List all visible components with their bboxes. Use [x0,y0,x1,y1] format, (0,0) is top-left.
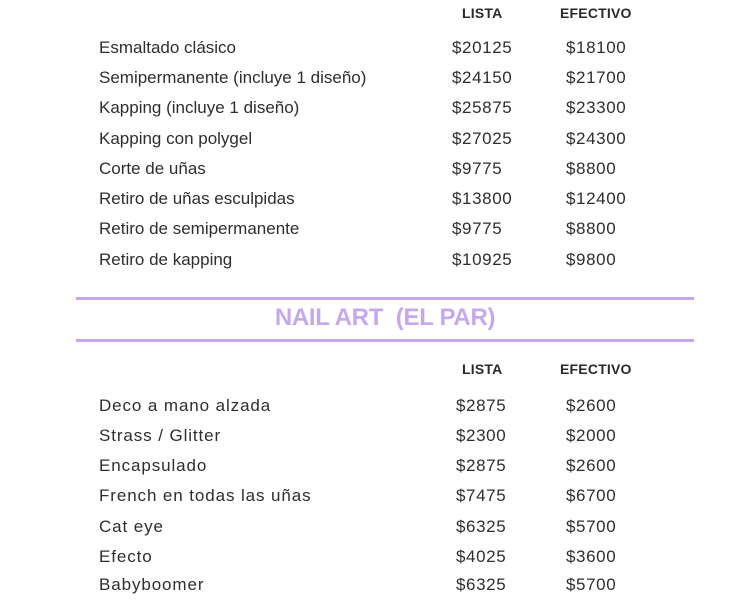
column-header-lista: LISTA [462,361,503,377]
price-lista: $20125 [452,38,513,57]
table-row [0,214,750,244]
price-efectivo: $8800 [566,159,617,178]
service-name: Cat eye [99,517,164,536]
price-efectivo: $3600 [566,547,617,566]
table-row [0,33,750,63]
table-row [0,124,750,154]
price-lista: $6325 [456,517,507,536]
price-efectivo: $12400 [566,189,627,208]
price-efectivo: $6700 [566,486,617,505]
service-name: Retiro de uñas esculpidas [99,189,295,208]
table-row [0,391,750,421]
section-divider-top [76,297,694,300]
service-name: French en todas las uñas [99,486,312,505]
table-row [0,570,750,600]
table-row [0,184,750,214]
price-efectivo: $8800 [566,219,617,238]
service-name: Babyboomer [99,575,205,594]
price-lista: $25875 [452,98,513,117]
price-efectivo: $18100 [566,38,627,57]
price-lista: $9775 [452,219,503,238]
price-lista: $10925 [452,250,513,269]
service-name: Retiro de semipermanente [99,219,300,238]
service-name: Kapping con polygel [99,129,253,148]
price-lista: $9775 [452,159,503,178]
table-row [0,512,750,542]
table-row [0,63,750,93]
table-row [0,245,750,275]
price-efectivo: $21700 [566,68,627,87]
price-lista: $2300 [456,426,507,445]
price-lista: $4025 [456,547,507,566]
column-header-efectivo: EFECTIVO [560,5,632,21]
service-name: Esmaltado clásico [99,38,237,57]
price-lista: $6325 [456,575,507,594]
service-name: Kapping (incluye 1 diseño) [99,98,300,117]
service-name: Corte de uñas [99,159,206,178]
price-efectivo: $5700 [566,575,617,594]
price-efectivo: $9800 [566,250,617,269]
price-lista: $24150 [452,68,513,87]
price-lista: $2875 [456,456,507,475]
table-row [0,481,750,511]
section-title-nail-art: NAIL ART (EL PAR) [274,304,496,331]
table-row [0,451,750,481]
section-divider-bottom [76,339,694,342]
price-efectivo: $5700 [566,517,617,536]
price-lista: $13800 [452,189,513,208]
price-efectivo: $2000 [566,426,617,445]
service-name: Deco a mano alzada [99,396,272,415]
service-name: Retiro de kapping [99,250,233,269]
column-header-efectivo: EFECTIVO [560,361,632,377]
price-efectivo: $2600 [566,456,617,475]
price-efectivo: $2600 [566,396,617,415]
price-lista: $27025 [452,129,513,148]
service-name: Strass / Glitter [99,426,222,445]
table-row [0,154,750,184]
table-row [0,93,750,123]
column-header-lista: LISTA [462,5,503,21]
price-lista: $7475 [456,486,507,505]
price-efectivo: $23300 [566,98,627,117]
price-efectivo: $24300 [566,129,627,148]
table-row [0,421,750,451]
table-row [0,542,750,572]
service-name: Efecto [99,547,153,566]
price-lista: $2875 [456,396,507,415]
service-name: Semipermanente (incluye 1 diseño) [99,68,367,87]
service-name: Encapsulado [99,456,208,475]
